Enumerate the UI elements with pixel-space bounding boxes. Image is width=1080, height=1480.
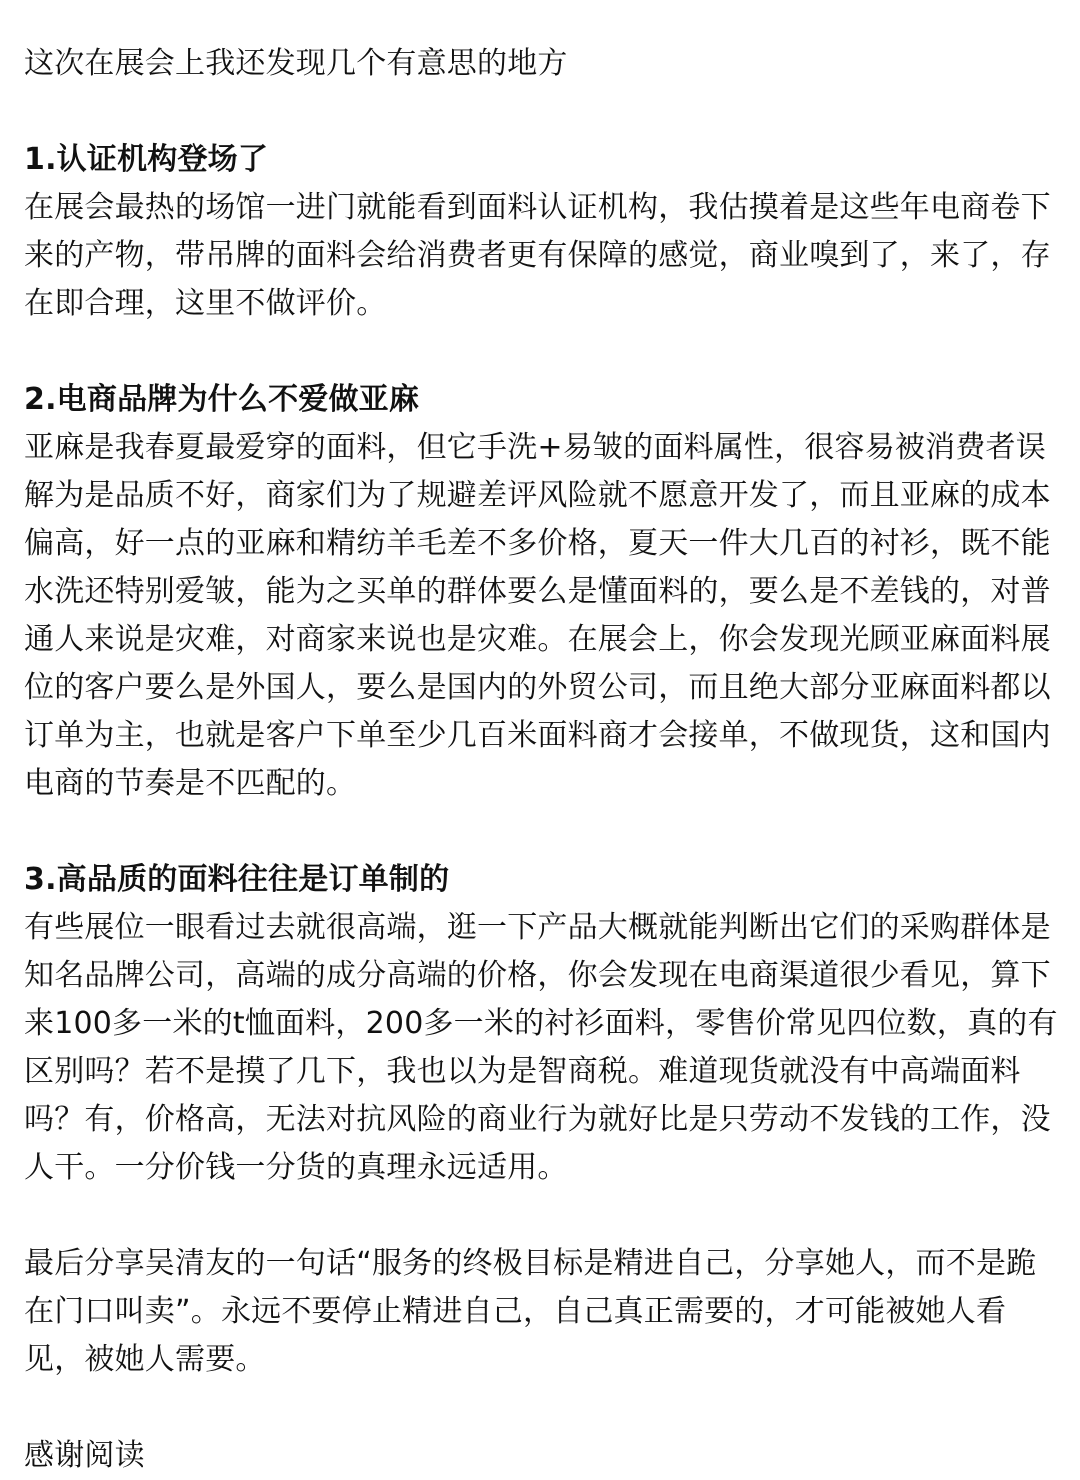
intro-text: 这次在展会上我还发现几个有意思的地方 bbox=[24, 46, 568, 81]
section-3-body: 有些展位一眼看过去就很高端，逛一下产品大概就能判断出它们的采购群体是知名品牌公司，高端的成分高端的价格，你会发现在电商渠道很少看见，算下来100多一米的t恤面料，200多一米的衬衫面料，零售价常见四位数，真的有区别吗？若不是摸了几下，我也以为是智商税。难道现货就没有中高端面料吗？有，价格高，无法对抗风险的商业行为就好比是只劳动不发钱的工作，没人干。一分价钱一分货的真理永远适用。 bbox=[24, 910, 1058, 1185]
spacer bbox=[24, 1192, 1064, 1240]
spacer bbox=[24, 328, 1064, 376]
closing-text: 最后分享吴清友的一句话“服务的终极目标是精进自己，分享她人，而不是跪在门口叫卖”。永远不要停止精进自己，自己真正需要的，才可能被她人看见，被她人需要。 bbox=[24, 1246, 1037, 1377]
section-1-body: 在展会最热的场馆一进门就能看到面料认证机构，我估摸着是这些年电商卷下来的产物，带吊牌的面料会给消费者更有保障的感觉，商业嗅到了，来了，存在即合理，这里不做评价。 bbox=[24, 190, 1051, 321]
section-3-heading: 3.高品质的面料往往是订单制的 bbox=[24, 862, 450, 897]
spacer bbox=[24, 1384, 1064, 1432]
thanks-text: 感谢阅读 bbox=[24, 1438, 145, 1473]
article bbox=[24, 40, 1064, 1480]
spacer bbox=[24, 88, 1064, 136]
section-2-body: 亚麻是我春夏最爱穿的面料，但它手洗+易皱的面料属性，很容易被消费者误解为是品质不好，商家们为了规避差评风险就不愿意开发了，而且亚麻的成本偏高，好一点的亚麻和精纺羊毛差不多价格，夏天一件大几百的衬衫，既不能水洗还特别爱皱，能为之买单的群体要么是懂面料的，要么是不差钱的，对普通人来说是灾难，对商家来说也是灾难。在展会上，你会发现光顾亚麻面料展位的客户要么是外国人，要么是国内的外贸公司，而且绝大部分亚麻面料都以订单为主，也就是客户下单至少几百米面料商才会接单，不做现货，这和国内电商的节奏是不匹配的。 bbox=[24, 430, 1051, 801]
section-1-heading: 1.认证机构登场了 bbox=[24, 142, 269, 177]
spacer bbox=[24, 808, 1064, 856]
section-2-heading: 2.电商品牌为什么不爱做亚麻 bbox=[24, 382, 420, 417]
